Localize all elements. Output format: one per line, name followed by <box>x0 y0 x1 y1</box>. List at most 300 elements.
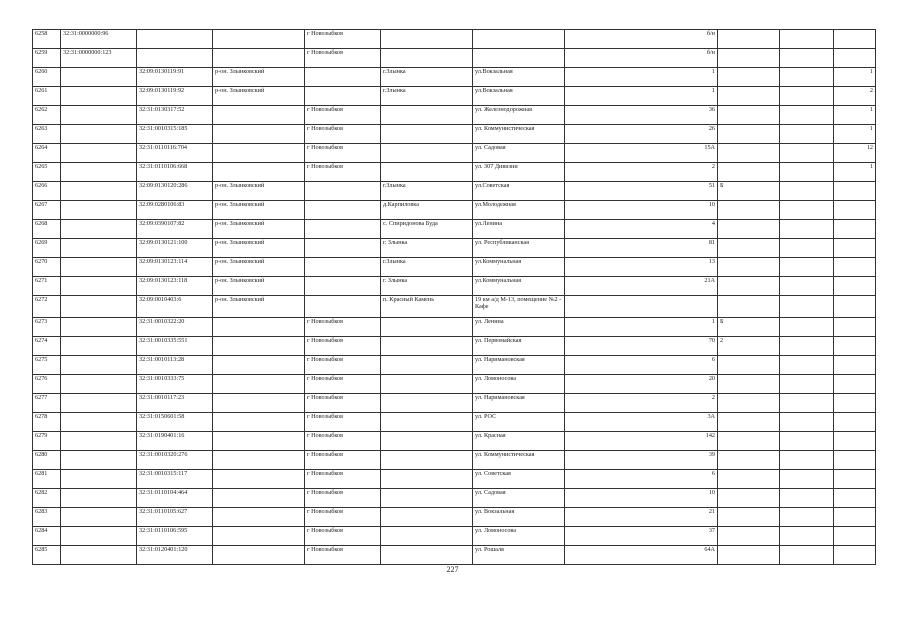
cadastral-number-cell: 32:31:0010320:276 <box>137 451 213 470</box>
premises-number-cell <box>834 318 876 337</box>
street-cell: ул. Советская <box>473 470 565 489</box>
street-cell: ул. Республиканская <box>473 239 565 258</box>
settlement-cell <box>381 451 473 470</box>
old-cadastral-number-cell <box>61 296 137 318</box>
table-row <box>33 201 876 220</box>
district-cell <box>213 356 305 375</box>
cadastral-number-cell: 32:09:0130123:114 <box>137 258 213 277</box>
table-row <box>33 125 876 144</box>
structure-cell <box>780 144 834 163</box>
city-cell: г Новозыбков <box>305 527 381 546</box>
cadastral-number-cell: 32:31:0190401:16 <box>137 432 213 451</box>
row-number-cell: 6266 <box>33 182 61 201</box>
building-letter-cell <box>718 239 780 258</box>
street-cell: ул. Наримановская <box>473 356 565 375</box>
old-cadastral-number-cell <box>61 375 137 394</box>
house-number-cell: 37 <box>565 527 718 546</box>
building-letter-cell <box>718 277 780 296</box>
cadastral-number-cell: 32:31:0010333:75 <box>137 375 213 394</box>
house-number-cell: 26 <box>565 125 718 144</box>
row-number-cell: 6273 <box>33 318 61 337</box>
district-cell: р-он. Злынковский <box>213 201 305 220</box>
structure-cell <box>780 258 834 277</box>
structure-cell <box>780 432 834 451</box>
property-registry-table <box>32 29 876 565</box>
settlement-cell <box>381 106 473 125</box>
house-number-cell: 4 <box>565 220 718 239</box>
row-number-cell: 6284 <box>33 527 61 546</box>
city-cell <box>305 220 381 239</box>
house-number-cell: 20 <box>565 375 718 394</box>
old-cadastral-number-cell <box>61 201 137 220</box>
building-letter-cell <box>718 163 780 182</box>
old-cadastral-number-cell <box>61 220 137 239</box>
cadastral-number-cell: 32:31:0010335:551 <box>137 337 213 356</box>
district-cell: р-он. Злынковский <box>213 258 305 277</box>
building-letter-cell <box>718 125 780 144</box>
city-cell: г Новозыбков <box>305 356 381 375</box>
table-row <box>33 49 876 68</box>
district-cell: р-он. Злынковский <box>213 277 305 296</box>
building-letter-cell <box>718 375 780 394</box>
old-cadastral-number-cell <box>61 337 137 356</box>
cadastral-number-cell: 32:09:0390107:82 <box>137 220 213 239</box>
structure-cell <box>780 489 834 508</box>
settlement-cell <box>381 144 473 163</box>
old-cadastral-number-cell <box>61 451 137 470</box>
premises-number-cell <box>834 470 876 489</box>
district-cell <box>213 394 305 413</box>
building-letter-cell <box>718 144 780 163</box>
city-cell: г Новозыбков <box>305 106 381 125</box>
old-cadastral-number-cell <box>61 125 137 144</box>
structure-cell <box>780 375 834 394</box>
district-cell <box>213 470 305 489</box>
table-row <box>33 413 876 432</box>
settlement-cell <box>381 489 473 508</box>
table-row <box>33 220 876 239</box>
settlement-cell <box>381 356 473 375</box>
structure-cell <box>780 508 834 527</box>
city-cell: г Новозыбков <box>305 413 381 432</box>
row-number-cell: 6279 <box>33 432 61 451</box>
city-cell <box>305 296 381 318</box>
house-number-cell: 21 <box>565 508 718 527</box>
building-letter-cell <box>718 296 780 318</box>
settlement-cell: г. Злынка <box>381 277 473 296</box>
premises-number-cell <box>834 432 876 451</box>
premises-number-cell <box>834 201 876 220</box>
structure-cell <box>780 201 834 220</box>
old-cadastral-number-cell <box>61 356 137 375</box>
house-number-cell: б/н <box>565 30 718 49</box>
row-number-cell: 6265 <box>33 163 61 182</box>
street-cell: ул.Вокзальная <box>473 87 565 106</box>
street-cell: ул. Наримановская <box>473 394 565 413</box>
premises-number-cell: 1 <box>834 125 876 144</box>
settlement-cell <box>381 413 473 432</box>
city-cell <box>305 87 381 106</box>
old-cadastral-number-cell: 32:31:0000000:123 <box>61 49 137 68</box>
structure-cell <box>780 337 834 356</box>
premises-number-cell: 1 <box>834 106 876 125</box>
table-row <box>33 432 876 451</box>
district-cell: р-он. Злынковский <box>213 296 305 318</box>
table-row <box>33 163 876 182</box>
street-cell: ул. Садовая <box>473 144 565 163</box>
cadastral-number-cell: 32:31:0150601:58 <box>137 413 213 432</box>
structure-cell <box>780 30 834 49</box>
settlement-cell <box>381 163 473 182</box>
premises-number-cell <box>834 527 876 546</box>
premises-number-cell <box>834 356 876 375</box>
old-cadastral-number-cell <box>61 508 137 527</box>
premises-number-cell <box>834 489 876 508</box>
page-number: 227 <box>446 565 459 574</box>
street-cell: ул. Коммунистическая <box>473 125 565 144</box>
row-number-cell: 6268 <box>33 220 61 239</box>
cadastral-number-cell: 32:09:0130119:91 <box>137 68 213 87</box>
row-number-cell: 6274 <box>33 337 61 356</box>
table-row <box>33 451 876 470</box>
row-number-cell: 6282 <box>33 489 61 508</box>
table-row <box>33 508 876 527</box>
old-cadastral-number-cell <box>61 258 137 277</box>
street-cell: ул.Советская <box>473 182 565 201</box>
house-number-cell: 21А <box>565 277 718 296</box>
settlement-cell: г.Злынка <box>381 182 473 201</box>
city-cell <box>305 201 381 220</box>
city-cell: г Новозыбков <box>305 394 381 413</box>
row-number-cell: 6258 <box>33 30 61 49</box>
premises-number-cell: 1 <box>834 68 876 87</box>
row-number-cell: 6264 <box>33 144 61 163</box>
district-cell <box>213 318 305 337</box>
street-cell: ул. Железнодорожная <box>473 106 565 125</box>
structure-cell <box>780 546 834 565</box>
premises-number-cell <box>834 30 876 49</box>
row-number-cell: 6271 <box>33 277 61 296</box>
city-cell: г Новозыбков <box>305 30 381 49</box>
city-cell: г Новозыбков <box>305 489 381 508</box>
building-letter-cell <box>718 201 780 220</box>
district-cell <box>213 527 305 546</box>
house-number-cell: 10 <box>565 201 718 220</box>
district-cell <box>213 144 305 163</box>
cadastral-number-cell: 32:31:0110104:464 <box>137 489 213 508</box>
city-cell: г Новозыбков <box>305 144 381 163</box>
city-cell: г Новозыбков <box>305 318 381 337</box>
district-cell <box>213 106 305 125</box>
house-number-cell: 36 <box>565 106 718 125</box>
row-number-cell: 6267 <box>33 201 61 220</box>
settlement-cell <box>381 337 473 356</box>
building-letter-cell <box>718 508 780 527</box>
street-cell: ул. Ломоносова <box>473 527 565 546</box>
old-cadastral-number-cell <box>61 106 137 125</box>
house-number-cell: 39 <box>565 451 718 470</box>
building-letter-cell <box>718 394 780 413</box>
cadastral-number-cell: 32:31:0010322:20 <box>137 318 213 337</box>
table-body <box>33 30 876 565</box>
structure-cell <box>780 49 834 68</box>
settlement-cell <box>381 375 473 394</box>
premises-number-cell <box>834 49 876 68</box>
old-cadastral-number-cell <box>61 432 137 451</box>
cadastral-number-cell: 32:31:0010315:185 <box>137 125 213 144</box>
old-cadastral-number-cell <box>61 489 137 508</box>
structure-cell <box>780 277 834 296</box>
district-cell: р-он. Злынковский <box>213 87 305 106</box>
old-cadastral-number-cell: 32:31:0000000:96 <box>61 30 137 49</box>
city-cell <box>305 68 381 87</box>
building-letter-cell <box>718 432 780 451</box>
cadastral-number-cell: 32:09:0130120:286 <box>137 182 213 201</box>
structure-cell <box>780 413 834 432</box>
building-letter-cell: Б <box>718 182 780 201</box>
building-letter-cell <box>718 49 780 68</box>
building-letter-cell <box>718 220 780 239</box>
district-cell <box>213 375 305 394</box>
settlement-cell: п. Красный Камень <box>381 296 473 318</box>
old-cadastral-number-cell <box>61 182 137 201</box>
district-cell <box>213 30 305 49</box>
premises-number-cell <box>834 394 876 413</box>
cadastral-number-cell: 32:31:0110105:627 <box>137 508 213 527</box>
row-number-cell: 6278 <box>33 413 61 432</box>
table-row <box>33 239 876 258</box>
house-number-cell: 2 <box>565 394 718 413</box>
district-cell <box>213 337 305 356</box>
old-cadastral-number-cell <box>61 318 137 337</box>
premises-number-cell <box>834 258 876 277</box>
building-letter-cell: 2 <box>718 337 780 356</box>
row-number-cell: 6263 <box>33 125 61 144</box>
street-cell: ул. РОС <box>473 413 565 432</box>
cadastral-number-cell: 32:09:0130123:118 <box>137 277 213 296</box>
old-cadastral-number-cell <box>61 394 137 413</box>
district-cell: р-он. Злынковский <box>213 220 305 239</box>
old-cadastral-number-cell <box>61 277 137 296</box>
building-letter-cell <box>718 489 780 508</box>
premises-number-cell <box>834 451 876 470</box>
old-cadastral-number-cell <box>61 413 137 432</box>
row-number-cell: 6285 <box>33 546 61 565</box>
table-row <box>33 68 876 87</box>
street-cell: ул.Коммунальная <box>473 258 565 277</box>
street-cell: 19 км а/д М-13, помещение №2 - Кафе <box>473 296 565 318</box>
district-cell <box>213 49 305 68</box>
old-cadastral-number-cell <box>61 546 137 565</box>
street-cell <box>473 49 565 68</box>
premises-number-cell <box>834 508 876 527</box>
structure-cell <box>780 182 834 201</box>
table-row <box>33 144 876 163</box>
house-number-cell: 2 <box>565 163 718 182</box>
structure-cell <box>780 356 834 375</box>
district-cell <box>213 508 305 527</box>
city-cell <box>305 277 381 296</box>
house-number-cell: 15А <box>565 144 718 163</box>
district-cell <box>213 413 305 432</box>
structure-cell <box>780 394 834 413</box>
cadastral-number-cell: 32:09:0130121:100 <box>137 239 213 258</box>
structure-cell <box>780 296 834 318</box>
street-cell <box>473 30 565 49</box>
structure-cell <box>780 470 834 489</box>
table-row <box>33 106 876 125</box>
street-cell: ул. Красная <box>473 432 565 451</box>
district-cell <box>213 451 305 470</box>
structure-cell <box>780 239 834 258</box>
table-row <box>33 337 876 356</box>
settlement-cell <box>381 546 473 565</box>
table-row <box>33 30 876 49</box>
table-row <box>33 470 876 489</box>
settlement-cell <box>381 318 473 337</box>
city-cell: г Новозыбков <box>305 125 381 144</box>
cadastral-number-cell: 32:31:0130317:52 <box>137 106 213 125</box>
building-letter-cell <box>718 470 780 489</box>
house-number-cell: 81 <box>565 239 718 258</box>
premises-number-cell <box>834 182 876 201</box>
cadastral-number-cell: 32:09:0010403:6 <box>137 296 213 318</box>
house-number-cell: 1 <box>565 68 718 87</box>
premises-number-cell: 1 <box>834 163 876 182</box>
house-number-cell: 51 <box>565 182 718 201</box>
district-cell: р-он. Злынковский <box>213 68 305 87</box>
building-letter-cell <box>718 527 780 546</box>
cadastral-number-cell: 32:31:0110116:704 <box>137 144 213 163</box>
row-number-cell: 6260 <box>33 68 61 87</box>
building-letter-cell <box>718 68 780 87</box>
row-number-cell: 6262 <box>33 106 61 125</box>
building-letter-cell <box>718 258 780 277</box>
building-letter-cell <box>718 356 780 375</box>
settlement-cell: г. Злынка <box>381 239 473 258</box>
row-number-cell: 6283 <box>33 508 61 527</box>
city-cell: г Новозыбков <box>305 451 381 470</box>
table-row <box>33 394 876 413</box>
district-cell: р-он. Злынковский <box>213 182 305 201</box>
building-letter-cell <box>718 546 780 565</box>
old-cadastral-number-cell <box>61 470 137 489</box>
table-row <box>33 182 876 201</box>
old-cadastral-number-cell <box>61 144 137 163</box>
premises-number-cell <box>834 375 876 394</box>
city-cell: г Новозыбков <box>305 163 381 182</box>
street-cell: ул. Коммунистическая <box>473 451 565 470</box>
structure-cell <box>780 106 834 125</box>
settlement-cell: г.Злынка <box>381 87 473 106</box>
structure-cell <box>780 451 834 470</box>
structure-cell <box>780 125 834 144</box>
house-number-cell: 1 <box>565 318 718 337</box>
structure-cell <box>780 220 834 239</box>
row-number-cell: 6259 <box>33 49 61 68</box>
row-number-cell: 6276 <box>33 375 61 394</box>
house-number-cell: 10 <box>565 489 718 508</box>
premises-number-cell <box>834 277 876 296</box>
house-number-cell: 13 <box>565 258 718 277</box>
street-cell: ул.Вокзальная <box>473 68 565 87</box>
settlement-cell: д.Карпиловка <box>381 201 473 220</box>
house-number-cell: б/н <box>565 49 718 68</box>
city-cell <box>305 182 381 201</box>
settlement-cell <box>381 394 473 413</box>
table-row <box>33 258 876 277</box>
house-number-cell: 142 <box>565 432 718 451</box>
cadastral-number-cell <box>137 49 213 68</box>
premises-number-cell <box>834 337 876 356</box>
premises-number-cell: 2 <box>834 87 876 106</box>
premises-number-cell <box>834 546 876 565</box>
street-cell: ул.Молодежная <box>473 201 565 220</box>
building-letter-cell <box>718 30 780 49</box>
cadastral-number-cell: 32:31:0010315:117 <box>137 470 213 489</box>
table-row <box>33 356 876 375</box>
old-cadastral-number-cell <box>61 68 137 87</box>
structure-cell <box>780 527 834 546</box>
old-cadastral-number-cell <box>61 239 137 258</box>
district-cell <box>213 546 305 565</box>
city-cell <box>305 239 381 258</box>
settlement-cell: г.Злынка <box>381 68 473 87</box>
city-cell: г Новозыбков <box>305 432 381 451</box>
street-cell: ул. Ленина <box>473 318 565 337</box>
row-number-cell: 6272 <box>33 296 61 318</box>
row-number-cell: 6280 <box>33 451 61 470</box>
district-cell <box>213 163 305 182</box>
old-cadastral-number-cell <box>61 527 137 546</box>
old-cadastral-number-cell <box>61 87 137 106</box>
settlement-cell <box>381 470 473 489</box>
cadastral-number-cell: 32:31:0110106:595 <box>137 527 213 546</box>
settlement-cell <box>381 30 473 49</box>
street-cell: ул. Ломоносова <box>473 375 565 394</box>
row-number-cell: 6275 <box>33 356 61 375</box>
row-number-cell: 6281 <box>33 470 61 489</box>
table-row <box>33 87 876 106</box>
premises-number-cell <box>834 296 876 318</box>
building-letter-cell <box>718 413 780 432</box>
table-row <box>33 527 876 546</box>
city-cell: г Новозыбков <box>305 546 381 565</box>
street-cell: ул.Ленина <box>473 220 565 239</box>
district-cell <box>213 432 305 451</box>
settlement-cell <box>381 527 473 546</box>
row-number-cell: 6261 <box>33 87 61 106</box>
table-row <box>33 296 876 318</box>
premises-number-cell <box>834 239 876 258</box>
city-cell: г Новозыбков <box>305 375 381 394</box>
cadastral-number-cell <box>137 30 213 49</box>
district-cell <box>213 125 305 144</box>
city-cell <box>305 258 381 277</box>
cadastral-number-cell: 32:31:0010113:28 <box>137 356 213 375</box>
settlement-cell: г.Злынка <box>381 258 473 277</box>
street-cell: ул. 307 Дивизии <box>473 163 565 182</box>
settlement-cell <box>381 49 473 68</box>
cadastral-number-cell: 32:09:0130119:92 <box>137 87 213 106</box>
premises-number-cell <box>834 220 876 239</box>
cadastral-number-cell: 32:31:0110106:668 <box>137 163 213 182</box>
house-number-cell: 64А <box>565 546 718 565</box>
city-cell: г Новозыбков <box>305 508 381 527</box>
house-number-cell: 1 <box>565 87 718 106</box>
settlement-cell <box>381 432 473 451</box>
settlement-cell <box>381 125 473 144</box>
